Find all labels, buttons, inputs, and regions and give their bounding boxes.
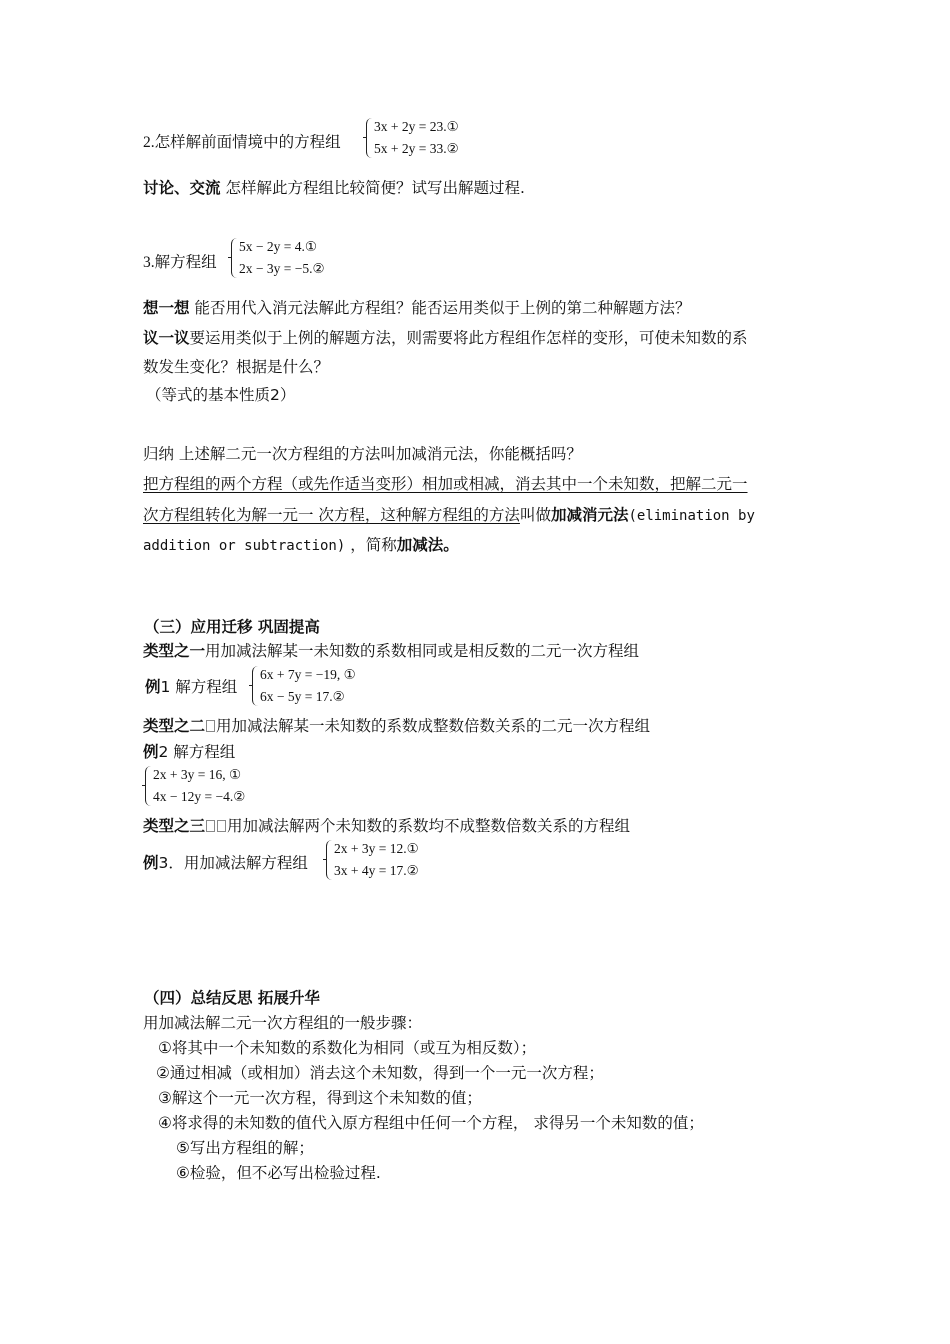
step-3: ③解这个一元一次方程，得到这个未知数的值； (158, 1089, 482, 1107)
step-2: ②通过相减（或相加）消去这个未知数，得到一个一元一次方程； (156, 1064, 604, 1082)
type-1-label: 类型之一 (143, 642, 206, 660)
example-1 (145, 677, 237, 697)
property-note: （等式的基本性质2） (146, 386, 296, 404)
question-3-system (231, 238, 341, 278)
example-2-eq1: 2x + 3y = 16, ① (153, 767, 242, 782)
example-3-eq1: 2x + 3y = 12.① (334, 841, 419, 856)
discuss-text: 怎样解此方程组比较简便？试写出解题过程. (220, 179, 525, 197)
question-3 (143, 252, 217, 273)
question-3-number: 3. (143, 254, 155, 271)
summary-called: 叫做 (519, 506, 551, 524)
example-3-system (326, 840, 436, 880)
example-1-text: 1 解方程组 (160, 678, 238, 696)
think-label: 想一想 (143, 299, 190, 317)
summary-line3 (143, 535, 459, 556)
summary-short-intro: ，简称 (345, 536, 397, 554)
question-2-number: 2. (143, 134, 155, 151)
step-5: ⑤写出方程组的解； (176, 1139, 314, 1157)
summary-term: 加减消元法 (550, 506, 629, 524)
example-1-label: 例 (145, 678, 161, 696)
type-2 (143, 716, 650, 736)
summary-short-term: 加减法。 (396, 536, 459, 554)
type-3 (143, 816, 630, 836)
example-2-text: 2 解方程组 (158, 743, 236, 761)
example-2-label: 例 (143, 743, 159, 761)
summary-underlined-line1: 把方程组的两个方程（或先作适当变形）相加或相减，消去其中一个未知数，把解二元一 (143, 475, 748, 493)
example-3-label: 例 (143, 854, 159, 872)
type-2-label: 类型之二 (143, 717, 206, 735)
example-3-text: 3．用加减法解方程组 (158, 854, 308, 872)
discuss-label: 讨论、交流 (143, 179, 221, 197)
example-3-eq2: 3x + 4y = 17.② (334, 863, 419, 878)
example-1-eq1: 6x + 7y = −19, ① (260, 667, 356, 682)
summary-english-part2: addition or subtraction) (143, 538, 346, 554)
type-3-text: 用加减法解两个未知数的系数均不成整数倍数关系的方程组 (227, 817, 631, 835)
talk-text-line1: 要运用类似于上例的解题方法，则需要将此方程组作怎样的变形，可使未知数的系 (189, 329, 748, 347)
type-2-text: 用加减法解某一未知数的系数成整数倍数关系的二元一次方程组 (216, 717, 651, 735)
summary-underlined-line2: 次方程组转化为解一元一 次方程，这种解方程组的方法 (143, 506, 520, 524)
example-1-system (252, 666, 372, 706)
question-3-text: 解方程组 (154, 253, 217, 271)
step-6: ⑥检验，但不必写出检验过程. (176, 1164, 381, 1182)
question-2-text: 怎样解前面情境中的方程组 (154, 133, 341, 151)
talk-label: 议一议 (143, 329, 190, 347)
think-text: 能否用代入消元法解此方程组？能否运用类似于上例的第二种解题方法？ (189, 299, 691, 317)
summary-intro: 归纳 上述解二元一次方程组的方法叫加减消元法，你能概括吗？ (143, 445, 582, 463)
section-4-title: （四）总结反思 拓展升华 (144, 989, 320, 1007)
example-2-eq2: 4x − 12y = −4.② (153, 789, 246, 804)
brace-icon (231, 238, 237, 278)
type-1 (143, 641, 639, 661)
example-3 (143, 853, 308, 873)
summary-line2 (143, 505, 755, 526)
question-2 (143, 132, 341, 153)
summary-english-part1: (elimination by (628, 508, 755, 524)
question-3-eq1: 5x − 2y = 4.① (239, 239, 317, 254)
placeholder-box-icon (206, 820, 215, 832)
step-1: ①将其中一个未知数的系数化为相同（或互为相反数）； (158, 1039, 537, 1057)
question-2-system (366, 118, 476, 158)
brace-icon (366, 118, 372, 158)
brace-icon (145, 766, 151, 806)
think-paragraph (143, 298, 690, 318)
discuss-paragraph (143, 178, 525, 198)
section-4-intro: 用加减法解二元一次方程组的一般步骤： (143, 1014, 423, 1032)
example-1-eq2: 6x − 5y = 17.② (260, 689, 345, 704)
placeholder-box-icon (206, 720, 215, 732)
question-2-eq1: 3x + 2y = 23.① (374, 119, 459, 134)
type-3-label: 类型之三 (143, 817, 206, 835)
brace-icon (326, 840, 332, 880)
placeholder-box-icon (217, 820, 226, 832)
example-2 (143, 742, 235, 762)
example-2-system (145, 766, 265, 806)
talk-text-line2: 数发生变化？根据是什么？ (143, 358, 330, 376)
talk-paragraph-line1 (143, 328, 748, 348)
question-3-eq2: 2x − 3y = −5.② (239, 261, 325, 276)
brace-icon (252, 666, 258, 706)
section-3-title: （三）应用迁移 巩固提高 (144, 618, 320, 636)
step-4: ④将求得的未知数的值代入原方程组中任何一个方程， 求得另一个未知数的值； (158, 1114, 704, 1132)
type-1-text: 用加减法解某一未知数的系数相同或是相反数的二元一次方程组 (205, 642, 640, 660)
question-2-eq2: 5x + 2y = 33.② (374, 141, 459, 156)
